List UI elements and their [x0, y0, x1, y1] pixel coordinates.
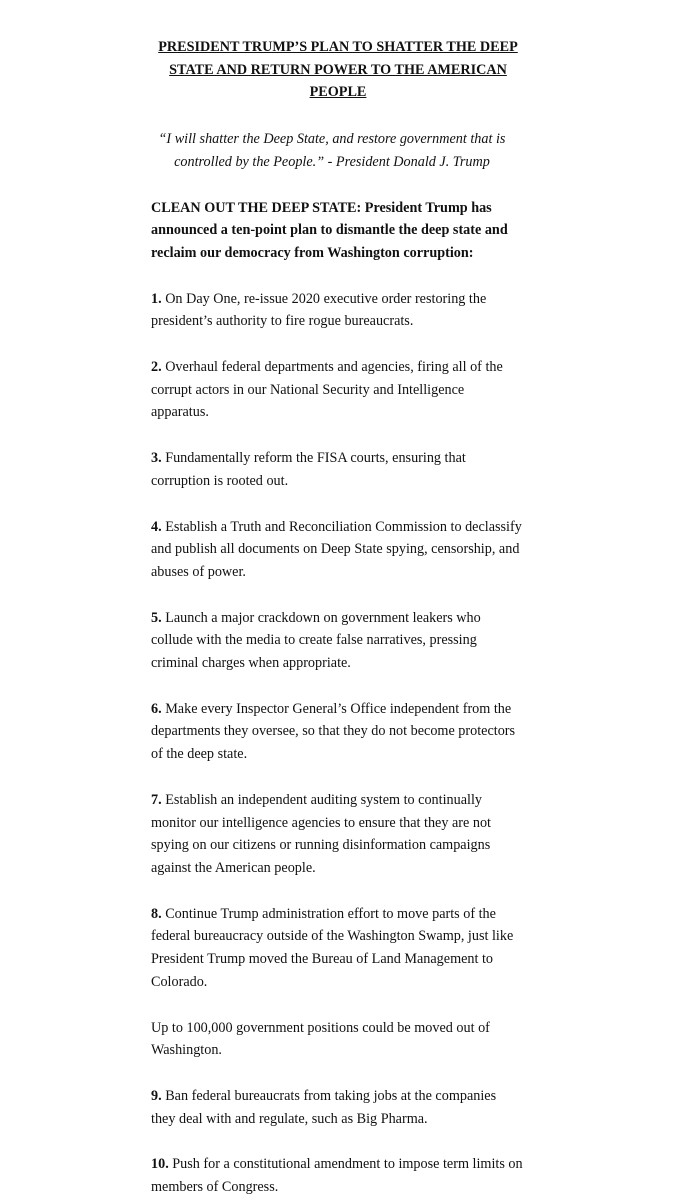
item-text: On Day One, re-issue 2020 executive order restoring the president’s authority to fire rogue bureaucrats. — [151, 290, 487, 330]
item-text: Ban federal bureaucrats from taking jobs at the companies they deal with and regulate, such as Big Pharma. — [151, 1087, 497, 1127]
document-title: PRESIDENT TRUMP’S PLAN TO SHATTER THE DEEP STATE AND RETURN POWER TO THE AMERICAN PEOPLE — [158, 39, 518, 101]
item-text: Establish an independent auditing system to continually monitor our intelligence agencies to ensure that they are not spying on our citizens or running disinformation campaigns against the American people. — [151, 791, 491, 876]
item-number: 7. — [151, 791, 162, 808]
list-item-note — [151, 1017, 523, 1062]
document-page — [151, 36, 523, 1199]
item-text: Push for a constitutional amendment to impose term limits on members of Congress. — [151, 1156, 523, 1196]
item-number: 8. — [151, 905, 162, 922]
item-number: 3. — [151, 450, 162, 467]
list-item — [151, 903, 523, 994]
list-item — [151, 288, 523, 333]
item-number: 1. — [151, 290, 162, 307]
item-text: Make every Inspector General’s Office independent from the departments they oversee, so that they do not become protectors of the deep state. — [151, 700, 516, 763]
list-item — [151, 447, 523, 492]
item-text: Establish a Truth and Reconciliation Commission to declassify and publish all documents on Deep State spying, censorship, and abuses of power. — [151, 518, 522, 580]
trump-quote: “I will shatter the Deep State, and restore government that is controlled by the People.” - President Donald J. Trump — [158, 131, 506, 170]
item-text: Up to 100,000 government positions could be moved out of Washington. — [151, 1019, 490, 1059]
item-number: 5. — [151, 609, 162, 626]
item-number: 9. — [151, 1087, 162, 1104]
item-number: 10. — [151, 1156, 169, 1173]
intro-paragraph: CLEAN OUT THE DEEP STATE: President Trump has announced a ten-point plan to dismantle the deep state and reclaim our democracy from Washington corruption: — [151, 199, 508, 261]
list-item — [151, 1085, 523, 1130]
list-item — [151, 516, 523, 584]
item-text: Overhaul federal departments and agencies, firing all of the corrupt actors in our National Security and Intelligence apparatus. — [151, 359, 503, 421]
item-text: Fundamentally reform the FISA courts, ensuring that corruption is rooted out. — [151, 450, 466, 489]
item-number: 6. — [151, 700, 162, 717]
item-number: 4. — [151, 518, 162, 535]
list-item — [151, 698, 523, 766]
item-text: Launch a major crackdown on government leakers who collude with the media to create false narratives, pressing criminal charges when appropriate. — [151, 609, 481, 672]
item-number: 2. — [151, 359, 162, 376]
list-item — [151, 1153, 523, 1198]
list-item — [151, 607, 523, 675]
item-text: Continue Trump administration effort to move parts of the federal bureaucracy outside of the Washington Swamp, just like President Trump moved the Bureau of Land Management to Colorado. — [151, 905, 514, 990]
list-item — [151, 356, 523, 424]
list-item — [151, 789, 523, 880]
